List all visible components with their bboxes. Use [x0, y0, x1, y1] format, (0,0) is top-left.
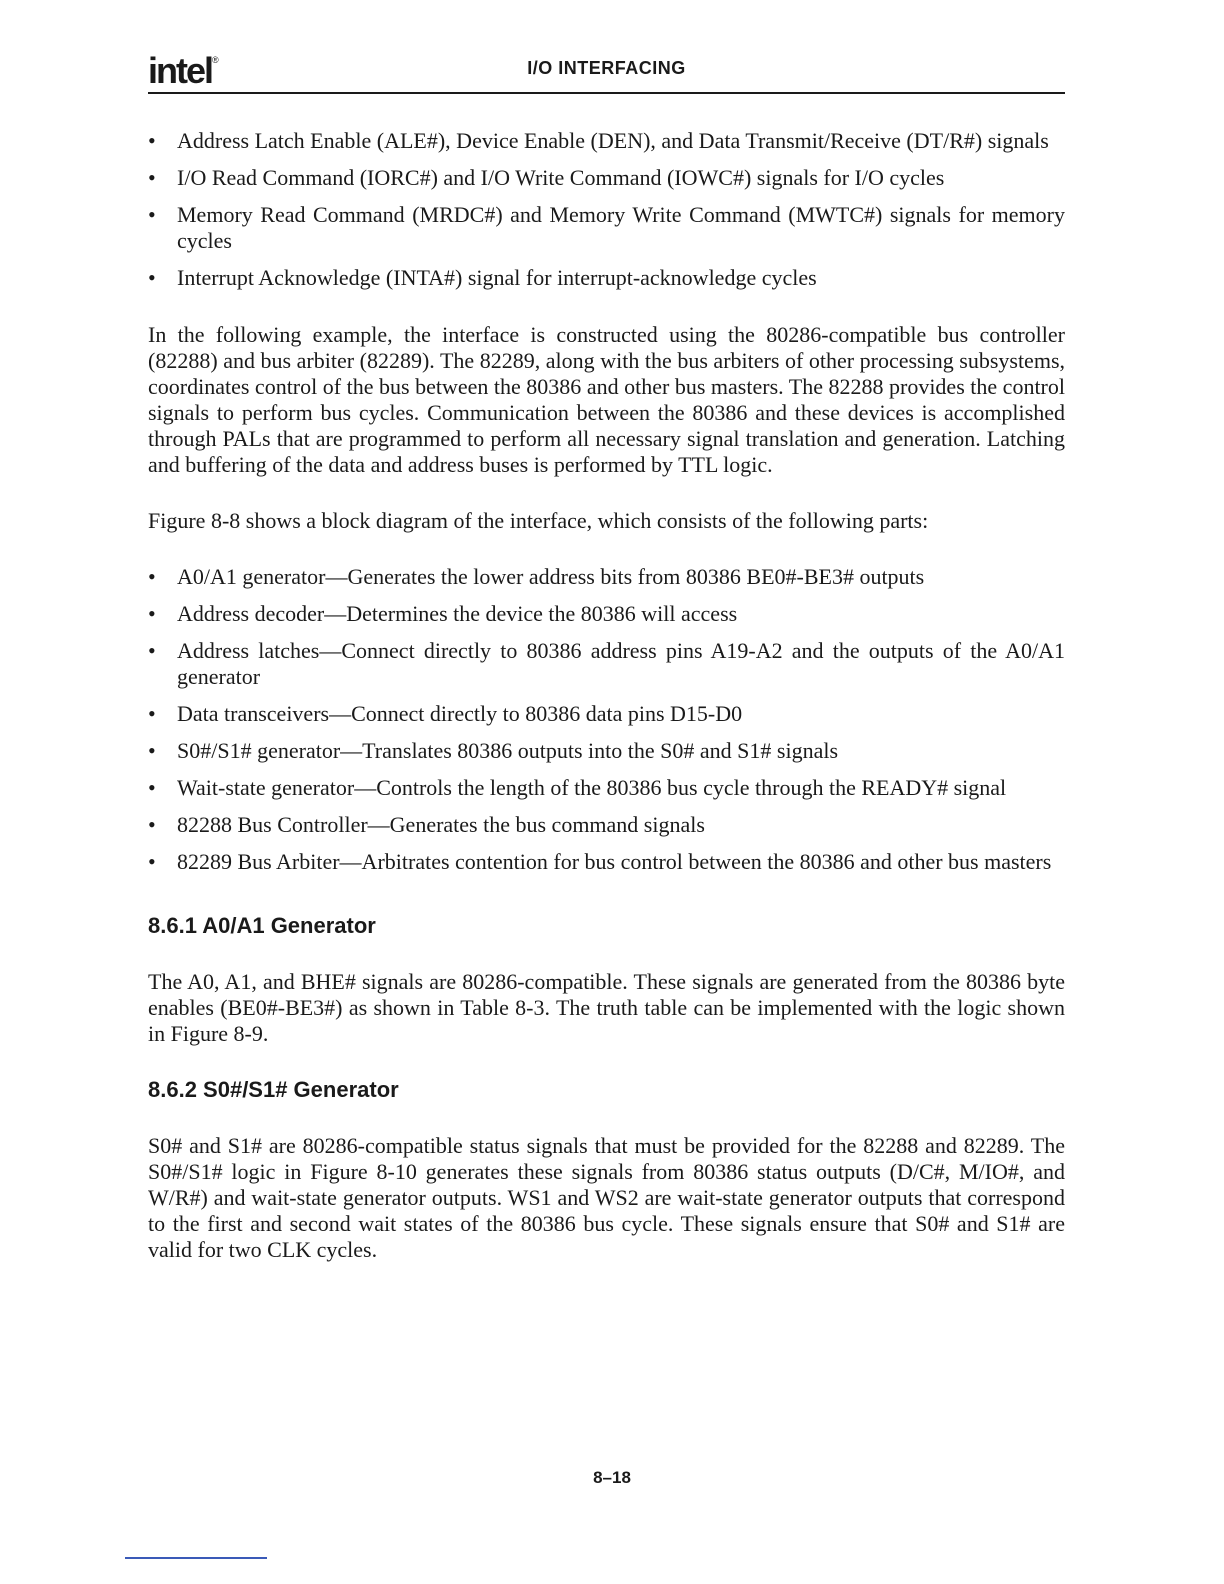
list-item: • I/O Read Command (IORC#) and I/O Write Command (IOWC#) signals for I/O cycles [148, 165, 1065, 191]
section-heading-a0-a1: 8.6.1 A0/A1 Generator [148, 913, 376, 938]
section-body-s0-s1: S0# and S1# are 80286-compatible status signals that must be provided for the 82288 and 82289. The S0#/S1# logic in Figure 8-10 generates these signals from 80386 status outputs (D/C#, M/IO#, and W/R#) and wait-state generator outputs. WS1 and WS2 are wait-state generator outputs that correspond to the first and second wait states of the 80386 bus cycle. These signals ensure that S0# and S1# are valid for two CLK cycles. [148, 1133, 1065, 1262]
section-heading-s0-s1: 8.6.2 S0#/S1# Generator [148, 1077, 399, 1102]
list-item: • S0#/S1# generator—Translates 80386 outputs into the S0# and S1# signals [148, 738, 1065, 764]
page-content [148, 128, 1065, 1293]
running-header-title: I/O INTERFACING [527, 58, 686, 78]
list-item: • Wait-state generator—Controls the length of the 80386 bus cycle through the READY# signal [148, 775, 1065, 801]
interface-parts-list [148, 564, 1065, 875]
section-body-a0-a1: The A0, A1, and BHE# signals are 80286-compatible. These signals are generated from the 80386 byte enables (BE0#-BE3#) as shown in Table 8-3. The truth table can be implemented with the logic shown in Figure 8-9. [148, 969, 1065, 1046]
intel-logo: intel® [148, 50, 219, 91]
signal-list [148, 128, 1065, 291]
list-item: • 82288 Bus Controller—Generates the bus command signals [148, 812, 1065, 838]
list-item: • Address Latch Enable (ALE#), Device Enable (DEN), and Data Transmit/Receive (DT/R#) signals [148, 128, 1065, 154]
list-item: • Memory Read Command (MRDC#) and Memory Write Command (MWTC#) signals for memory cycles [148, 202, 1065, 254]
list-item: • 82289 Bus Arbiter—Arbitrates contention for bus control between the 80386 and other bus masters [148, 849, 1065, 875]
scan-artifact-line [125, 1557, 267, 1559]
intro-paragraph: In the following example, the interface is constructed using the 80286-compatible bus controller (82288) and bus arbiter (82289). The 82289, along with the bus arbiters of other processing subsystems, coordinates control of the bus between the 80386 and other bus masters. The 82288 provides the control signals to perform bus cycles. Communication between the 80386 and these devices is accomplished through PALs that are programmed to perform all necessary signal translation and generation. Latching and buffering of the data and address buses is performed by TTL logic. [148, 322, 1065, 477]
list-item: • Address latches—Connect directly to 80386 address pins A19-A2 and the outputs of the A0/A1 generator [148, 638, 1065, 690]
list-item: • Data transceivers—Connect directly to 80386 data pins D15-D0 [148, 701, 1065, 727]
figure-reference-paragraph: Figure 8-8 shows a block diagram of the interface, which consists of the following parts: [148, 508, 929, 533]
registered-mark: ® [212, 55, 219, 65]
page-number: 8–18 [593, 1468, 631, 1487]
page-header [148, 38, 1065, 94]
list-item: • Interrupt Acknowledge (INTA#) signal for interrupt-acknowledge cycles [148, 265, 1065, 291]
list-item: • A0/A1 generator—Generates the lower address bits from 80386 BE0#-BE3# outputs [148, 564, 1065, 590]
list-item: • Address decoder—Determines the device the 80386 will access [148, 601, 1065, 627]
